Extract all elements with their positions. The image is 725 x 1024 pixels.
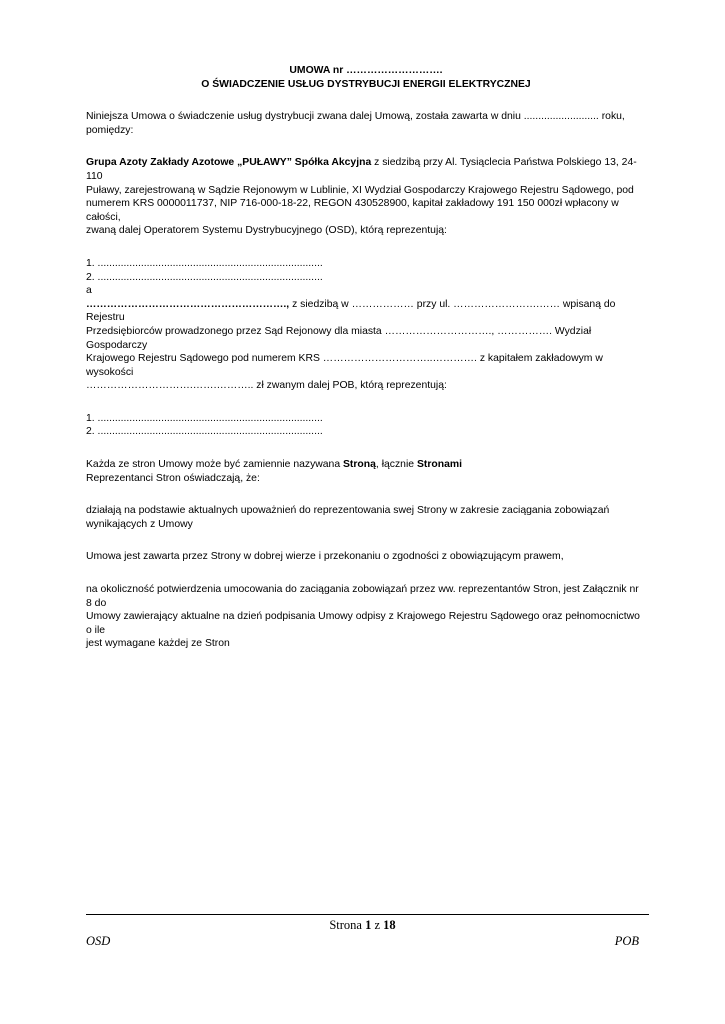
party2-line-2: Przedsiębiorców prowadzonego przez Sąd Rejonowy dla miasta …………………………., ……………. Wydział Gospodarczy [86,325,592,351]
strona-definition [86,458,646,472]
party1-line-1 [86,156,646,183]
party2-line-1 [86,298,646,325]
page-number [0,918,725,933]
document-body [86,64,646,651]
party2-line-4: ………………………….…….……….. zł zwanym dalej POB, którą reprezentują: [86,380,447,392]
declaration-3-line-2: Umowy zawierający aktualne na dzień podpisania Umowy odpisy z Krajowego Rejestru Sądowego oraz pełnomocnictwo o ile [86,611,640,636]
and-conjunction: a [86,285,92,297]
strona-term: Stroną [343,459,376,471]
party1-line-4: zwaną dalej Operatorem Systemu Dystrybucyjnego (OSD), którą reprezentują: [86,225,447,237]
party1-line-3: numerem KRS 0000011737, NIP 716-000-18-22, REGON 430528900, kapitał zakładowy 191 150 000zł wpłacony w całości, [86,198,619,223]
page-number-total: 18 [383,918,396,932]
footer-right-label: POB [614,934,639,948]
intro-line-2: pomiędzy: [86,124,134,136]
party1-name: Grupa Azoty Zakłady Azotowe „PUŁAWY” Spółka Akcyjna [86,157,372,169]
party2-line-1-rest: z siedzibą w ……………… przy ul. …………………….…… wpisaną do Rejestru [86,298,616,324]
intro-line-1: Niniejsza Umowa o świadczenie usług dystrybucji zwana dalej Umową, została zawarta w dniu .......................... roku, [86,111,625,123]
party2-name-placeholder: …………………………………………………., [86,298,290,310]
party1-representative-1: 1. .............................................................................. [86,257,323,269]
page-number-separator: z [371,918,384,932]
declaration-1-line-1: działają na podstawie aktualnych upoważnień do reprezentowania swej Strony w zakresie zaciągania zobowiązań [86,505,610,517]
strona-definition-pre: Każda ze stron Umowy może być zamiennie nazywana [86,459,343,471]
declaration-3-line-1: na okoliczność potwierdzenia umocowania do zaciągania zobowiązań przez ww. reprezentantów Stron, jest Załącznik nr 8 do [86,584,639,609]
party1-line-2: Puławy, zarejestrowaną w Sądzie Rejonowym w Lublinie, XI Wydział Gospodarczy Krajowego Rejestru Sądowego, pod [86,184,634,196]
party2-representative-1: 1. .............................................................................. [86,412,323,424]
declaration-1-line-2: wynikających z Umowy [86,518,193,530]
party2-representative-2: 2. .............................................................................. [86,426,323,438]
footer-divider [86,914,649,915]
party1-line-1-rest: z siedzibą przy Al. Tysiąclecia Państwa Polskiego 13, 24-110 [86,157,637,182]
party2-line-3: Krajowego Rejestru Sądowego pod numerem KRS …………………………..…………. z kapitałem zakładowym w wysokości [86,353,603,378]
page-number-prefix: Strona [329,918,366,932]
strona-definition-mid: , łącznie [375,459,417,471]
footer-left-label: OSD [86,934,111,948]
page-number-current: 1 [365,918,372,932]
contract-title-number: UMOWA nr ………………………. [289,65,443,76]
declaration-2: Umowa jest zawarta przez Strony w dobrej wierze i przekonaniu o zgodności z obowiązującym prawem, [86,551,564,563]
declaration-3-line-3: jest wymagane każdej ze Stron [86,638,230,650]
stronami-term: Stronami [416,459,462,471]
party1-representative-2: 2. .............................................................................. [86,271,323,283]
representatives-declare: Reprezentanci Stron oświadczają, że: [86,472,260,484]
contract-title-subject: O ŚWIADCZENIE USŁUG DYSTRYBUCJI ENERGII ELEKTRYCZNEJ [201,78,531,90]
